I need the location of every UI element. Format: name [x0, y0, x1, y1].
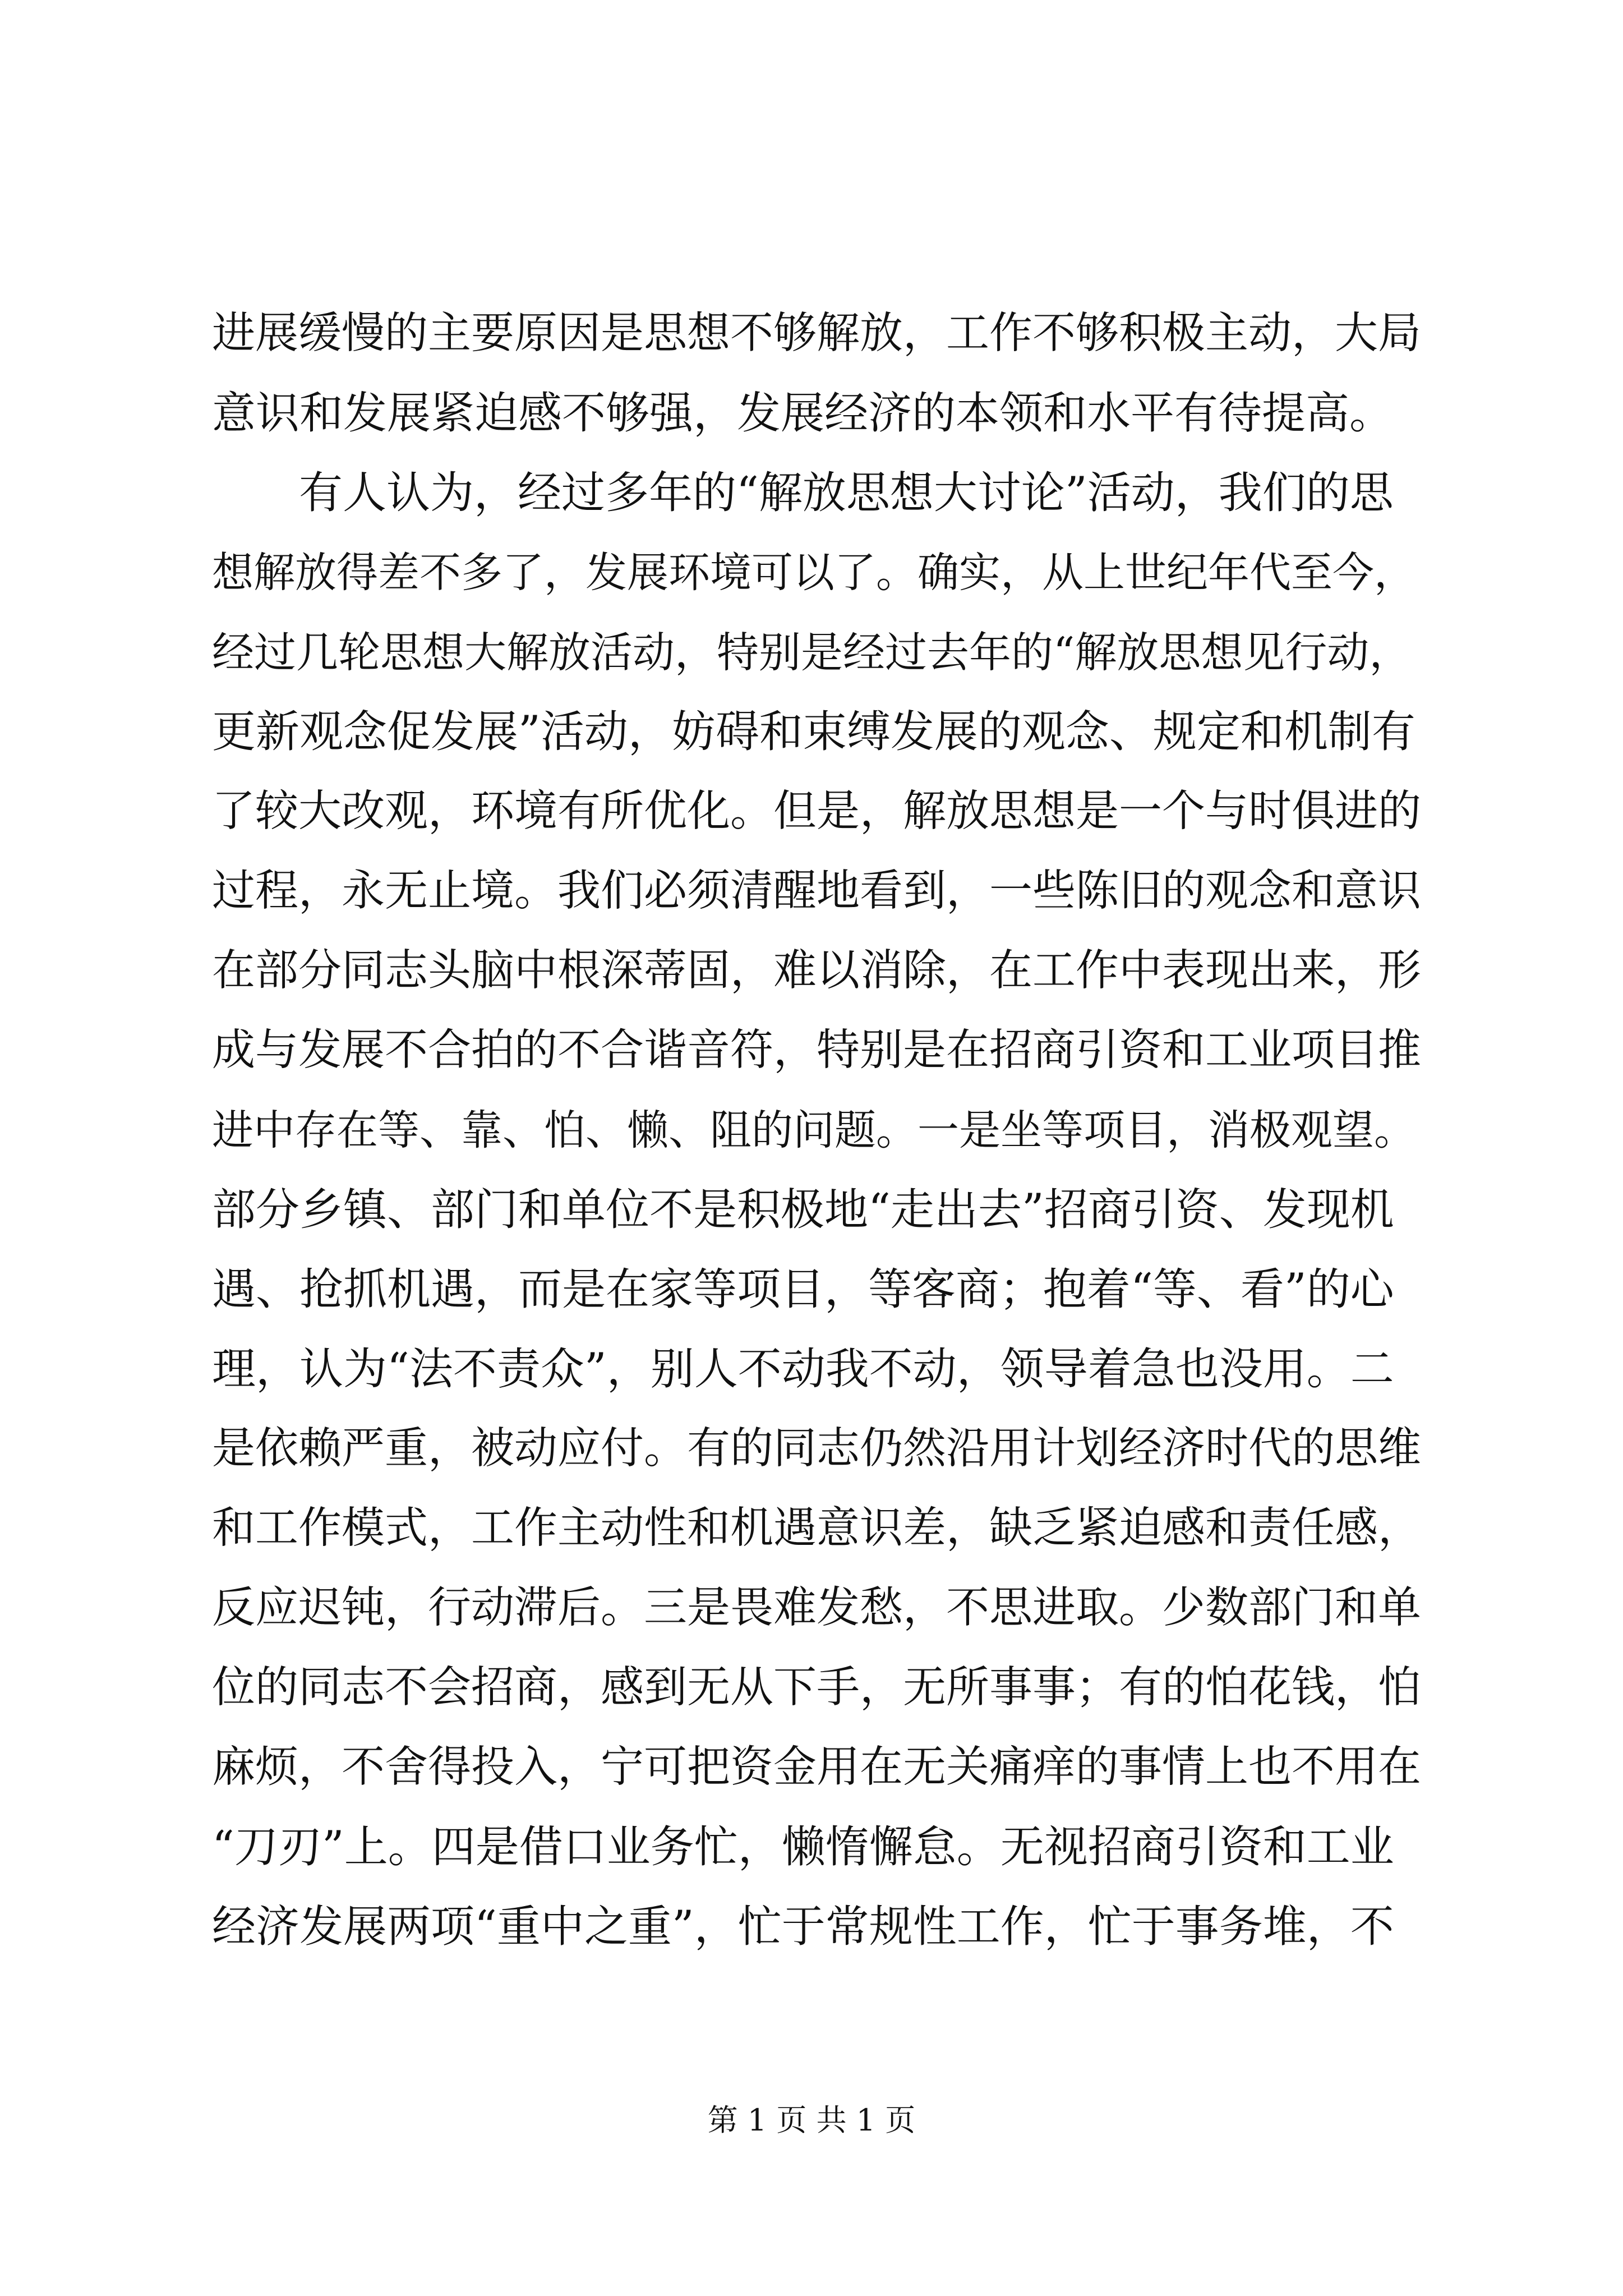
text-line: 遇、抢抓机遇，而是在家等项目，等客商；抱着“等、看”的心 [212, 1264, 1394, 1315]
text-line: 经济发展两项“重中之重”，忙于常规性工作，忙于事务堆，不 [212, 1902, 1394, 1952]
text-line: 和工作模式，工作主动性和机遇意识差，缺乏紧迫感和责任感， [212, 1503, 1421, 1553]
text-line: 想解放得差不多了，发展环境可以了。确实，从上世纪年代至今， [212, 549, 1415, 597]
text-line: 成与发展不合拍的不合谐音符，特别是在招商引资和工业项目推 [212, 1025, 1421, 1075]
text-line: 进中存在等、靠、怕、懒、阻的问题。一是坐等项目，消极观望。 [212, 1106, 1415, 1154]
text-line: “刀刃”上。四是借口业务忙，懒惰懈怠。无视招商引资和工业 [212, 1822, 1394, 1872]
text-line: 意识和发展紧迫感不够强，发展经济的本领和水平有待提高。 [212, 388, 1394, 439]
text-line: 麻烦，不舍得投入，宁可把资金用在无关痛痒的事情上也不用在 [212, 1742, 1421, 1792]
text-line: 进展缓慢的主要原因是思想不够解放，工作不够积极主动，大局 [212, 309, 1421, 358]
text-line: 部分乡镇、部门和单位不是积极地“走出去”招商引资、发现机 [212, 1185, 1394, 1235]
text-line: 是依赖严重，被动应付。有的同志仍然沿用计划经济时代的思维 [212, 1424, 1421, 1474]
text-line: 位的同志不会招商，感到无从下手，无所事事；有的怕花钱，怕 [212, 1663, 1421, 1713]
text-line: 了较大改观，环境有所优化。但是，解放思想是一个与时俱进的 [212, 786, 1421, 836]
paragraph-first-line: 有人认为，经过多年的“解放思想大讨论”活动，我们的思 [299, 468, 1394, 518]
text-line: 更新观念促发展”活动，妨碍和束缚发展的观念、规定和机制有 [212, 707, 1415, 757]
text-line: 在部分同志头脑中根深蒂固，难以消除，在工作中表现出来，形 [212, 946, 1421, 996]
text-line: 过程，永无止境。我们必须清醒地看到，一些陈旧的观念和意识 [212, 866, 1421, 916]
text-line: 反应迟钝，行动滞后。三是畏难发愁，不思进取。少数部门和单 [212, 1583, 1421, 1633]
text-line: 经过几轮思想大解放活动，特别是经过去年的“解放思想见行动， [212, 628, 1412, 677]
text-line: 理，认为“法不责众”，别人不动我不动，领导着急也没用。二 [212, 1344, 1394, 1395]
page-number-footer: 第 1 页 共 1 页 [707, 2102, 916, 2138]
